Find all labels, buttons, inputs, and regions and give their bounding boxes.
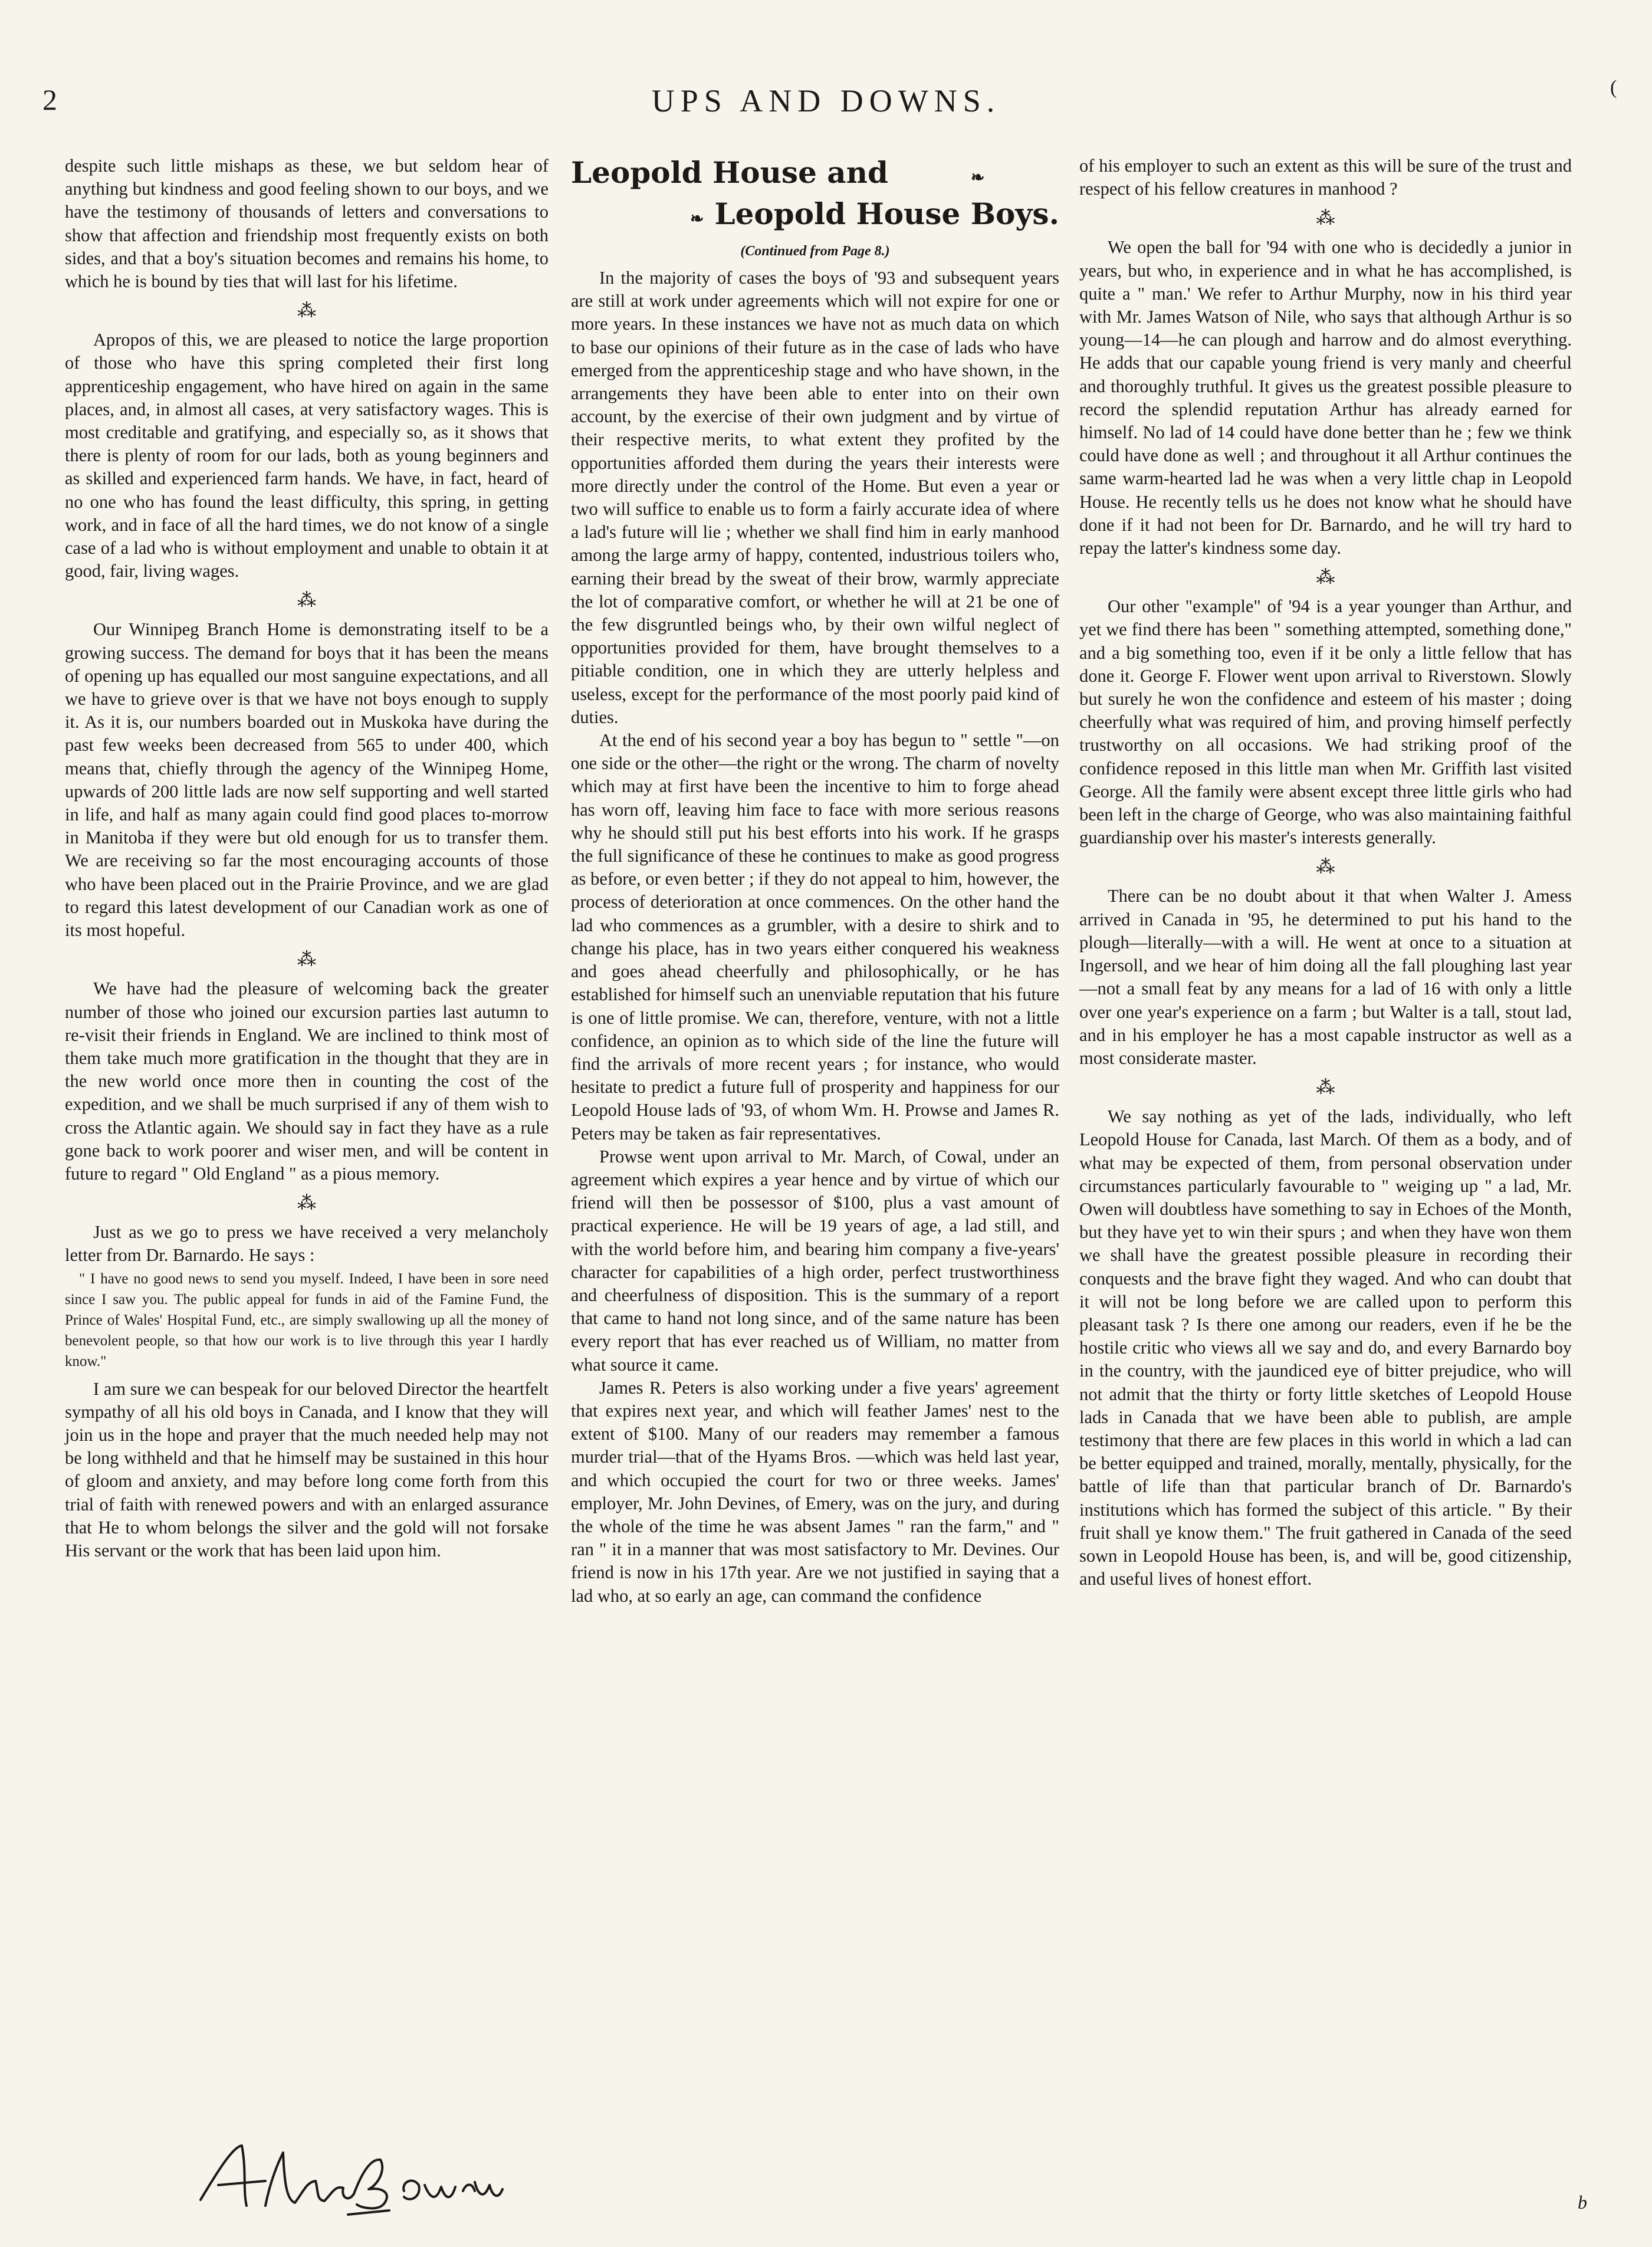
paragraph: At the end of his second year a boy has begun to " settle "—on one side or the other—the right or the wrong. The charm of novelty which may at first have been the incentive to him to forge ahead has worn off, leaving him face to face with more serious reasons why he should still put his best efforts into his work. If he grasps the full significance of these he continues to make as good progress as before, or even better ; if they do not appeal to him, however, the process of deterioration at once commences. On the other hand the lad who commences as a grumbler, with a desire to shirk and to change his place, has in two years either conquered his weakness and goes ahead cheerfully and philosophically, or he has established for himself such an unenviable reputation that his future is one of little promise. We can, therefore, venture, with not a little confidence, an opinion as to which side of the line the future will find the arrivals of more recent years ; for instance, who would hesitate to predict a future full of prosperity and happiness for our Leopold House lads of '93, of whom Wm. H. Prowse and James R. Peters may be taken as fair representatives. — [571, 730, 1059, 1144]
margin-mark: b — [1578, 2192, 1587, 2213]
paragraph: of his employer to such an extent as this will be sure of the trust and respect of his fellow creatures in manhood ? — [1079, 156, 1572, 199]
section-separator: ⁂ — [297, 948, 316, 970]
paragraph: In the majority of cases the boys of '93 and subsequent years are still at work under agreements which will not expire for one or more years. In these instances we have not as much data on which to base our opinions of their future as in the case of lads who have emerged from the apprenticeship stage and who have shown, in the arrangements they have been able to enter into on their own account, by the exercise of their own judgment and by virtue of their respective merits, to what extent they profited by the opportunities afforded them during the years their interests were more directly under the control of the Home. But even a year or two will suffice to enable us to form a fairly accurate idea of where a lad's future will lie ; whether we shall find him in early manhood among the large army of happy, contented, industrious toilers who, earning their bread by the sweat of their brow, warmly appreciate the lot of comparative comfort, or whether he will at 21 be one of the few disgruntled beings who, by their own wilful neglect of opportunities provided for them, have brought themselves to a pitiable condition, one in which they are utterly helpless and useless, except for the performance of the most poorly paid kind of duties. — [571, 268, 1059, 727]
continued-note: (Continued from Page 8.) — [740, 244, 890, 259]
paragraph: We say nothing as yet of the lads, individually, who left Leopold House for Canada, last March. Of them as a body, and of what may be expected of them, from personal observation under circumstances particularly favourable to " weiging up " a lad, Mr. Owen will doubtless have something to say in Echoes of the Month, but they have yet to win their spurs ; and when they have won them we shall have the greatest possible pleasure in recording their conquests and the brave fight they waged. And who can doubt that it will not be long before we are called upon to perform this pleasant task ? Is there one among our readers, even if he be the hostile critic who views all we say and do, and every Barnardo boy in the country, with the jaundiced eye of bitter prejudice, who will not admit that the thirty or forty little sketches of Leopold House lads in Canada that we have been able to publish, are ample testimony that there are few places in this world in which a lad can be better equipped and trained, morally, mentally, physically, for the battle of life than that particular branch of Dr. Barnardo's institutions which has formed the subject of this article. " By their fruit shall ye know them." The fruit gathered in Canada of the seed sown in Leopold House has been, is, and will be, good citizenship, and useful lives of honest effort. — [1079, 1106, 1572, 1589]
column-2 — [571, 155, 1059, 1608]
paragraph: Our other "example" of '94 is a year younger than Arthur, and yet we find there has been " something attempted, something done," and a big something too, even if it be only a little fellow that has done it. George F. Flower went upon arrival to Riverstown. Slowly but surely he won the confidence and esteem of his master ; doing cheerfully what was required of him, and proving himself perfectly trustworthy on all occasions. We had striking proof of the confidence reposed in this little man when Mr. Griffith last visited George. All the family were absent except three little girls who had been left in the charge of George, who was also maintaining faithful guardianship over his master's interests generally. — [1079, 596, 1572, 848]
paragraph: We have had the pleasure of welcoming back the greater number of those who joined our excursion parties last autumn to re-visit their friends in England. We are inclined to think most of them take much more gratification in the thought that they are in the new world once more then in counting the cost of the expedition, and we shall be much surprised if any of them wish to cross the Atlantic again. We should say in fact they have as a rule gone back to work poorer and wiser men, and will be content in future to regard " Old England " as a pious memory. — [65, 978, 549, 1184]
running-head: UPS AND DOWNS. — [651, 83, 1001, 119]
article-title — [571, 155, 1059, 237]
section-separator: ⁂ — [1316, 566, 1335, 588]
section-separator: ⁂ — [297, 1192, 316, 1214]
title-line-1: Leopold House and — [571, 155, 889, 190]
quote-text: " I have no good news to send you myself. Indeed, I have been in sore need since I saw you. The public appeal for funds in aid of the Famine Fund, the Prince of Wales' Hospital Fund, etc., are simply swallowing up all the money of benevolent people, so that how our work is to live through this year I hardly know." — [65, 1270, 549, 1369]
ornament-icon: ❧ — [690, 209, 704, 228]
block-quote — [65, 1269, 549, 1372]
margin-mark: ( — [1610, 77, 1617, 98]
column-3 — [1079, 155, 1572, 1591]
paragraph: Our Winnipeg Branch Home is demonstrating itself to be a growing success. The demand for boys that it has been the means of opening up has equalled our most sanguine expectations, and all we have to grieve over is that we have not boys enough to supply it. As it is, our numbers boarded out in Muskoka have during the past few weeks been decreased from 565 to under 400, which means that, chiefly through the agency of the Winnipeg Home, upwards of 200 little lads are now self supporting and well started in life, and half as many again could find good places to-morrow in Manitoba if they were but old enough for us to transfer them. We are receiving so far the most encouraging accounts of those who have been placed out in the Prairie Province, and we are glad to regard this latest development of our Canadian work as one of its most hopeful. — [65, 619, 549, 941]
paragraph: I am sure we can bespeak for our beloved Director the heartfelt sympathy of all his old boys in Canada, and I know that they will join us in the hope and prayer that the much needed help may not be long withheld and that he himself may be sustained in this hour of gloom and anxiety, and may before long come forth from this trial of faith with renewed powers and with an enlarged assurance that He to whom belongs the silver and the gold will not forsake His servant or the work that has been laid upon him. — [65, 1378, 549, 1561]
section-separator: ⁂ — [1316, 856, 1335, 878]
paragraph: Prowse went upon arrival to Mr. March, of Cowal, under an agreement which expires a year hence and by virtue of which our friend will then be possessor of $100, plus a vast amount of practical experience. He will be 19 years of age, a lad still, and with the world before him, and bearing him company a five-years' character for capabilities of a high order, perfect trustworthiness and cheerfulness of disposition. This is the summary of a report that came to hand not long since, and of the same nature has been every report that has ever reached us of William, no matter from what source it came. — [571, 1146, 1059, 1375]
title-line-2: Leopold House Boys. — [714, 196, 1059, 231]
ornament-icon: ❧ — [971, 167, 985, 187]
paragraph: James R. Peters is also working under a five years' agreement that expires next year, and which will feather James' nest to the extent of $100. Many of our readers may remember a famous murder trial—that of the Hyams Bros. —which was held last year, and which occupied the court for two or three weeks. James' employer, Mr. John Devines, of Emery, was on the jury, and during the whole of the time he was absent James " ran the farm," and " ran " it in a manner that was most satisfactory to Mr. Devines. Our friend is now in his 17th year. Are we not justified in saying that a lad who, at so early an age, can command the confidence — [571, 1377, 1059, 1606]
paragraph: There can be no doubt about it that when Walter J. Amess arrived in Canada in '95, he determined to put his hand to the plough—literally—with a will. He went at once to a situation at Ingersoll, and we hear of him doing all the fall ploughing last year—not a small feat by any means for a lad of 16 with only a little over one year's experience on a farm ; but Walter is a tall, stout lad, and in his employer he has a most capable instructor as well as a most considerate master. — [1079, 886, 1572, 1068]
paragraph: We open the ball for '94 with one who is decidedly a junior in years, but who, in experience and in what he has accomplished, is quite a " man.' We refer to Arthur Murphy, now in his third year with Mr. James Watson of Nile, who says that although Arthur is so young—14—he can plough and harrow and do almost everything. He adds that our capable young friend is very manly and cheerful and thoroughly truthful. It gives us the greatest possible pleasure to record the splendid reputation Arthur has already earned for himself. No lad of 14 could have done better than he ; few we think could have done as well ; and throughout it all Arthur continues the same warm-hearted lad he was when a very little chap in Leopold House. He recently tells us he does not know what he should have done if it had not been for Dr. Barnardo, and he will try hard to repay the latter's kindness some day. — [1079, 237, 1572, 559]
paragraph: Apropos of this, we are pleased to notice the large proportion of those who have this spring completed their first long apprenticeship engagement, who have hired on again in the same places, and, in almost all cases, at very satisfactory wages. This is most creditable and gratifying, and especially so, as it shows that there is plenty of room for our lads, both as young beginners and as skilled and experienced farm hands. We have, in fact, heard of no one who has found the least difficulty, this spring, in getting work, and in face of all the hard times, we do not know of a single case of a lad who is without employment and unable to obtain it at good, fair, living wages. — [65, 330, 549, 582]
signature — [177, 2135, 507, 2223]
paragraph: despite such little mishaps as these, we but seldom hear of anything but kindness and good feeling shown to our boys, and we have the testimony of thousands of letters and conversations to show that affection and friendship most frequently exists on both sides, and that a boy's situation becomes and remains his home, to which he is bound by ties that will last for his lifetime. — [65, 156, 549, 292]
paragraph: Just as we go to press we have received a very melancholy letter from Dr. Barnardo. He says : — [65, 1222, 549, 1266]
page-header — [0, 83, 1652, 147]
column-1 — [65, 155, 549, 1562]
section-separator: ⁂ — [1316, 1076, 1335, 1098]
page-number: 2 — [42, 83, 57, 116]
section-separator: ⁂ — [297, 300, 316, 321]
section-separator: ⁂ — [297, 589, 316, 611]
section-separator: ⁂ — [1316, 207, 1335, 229]
